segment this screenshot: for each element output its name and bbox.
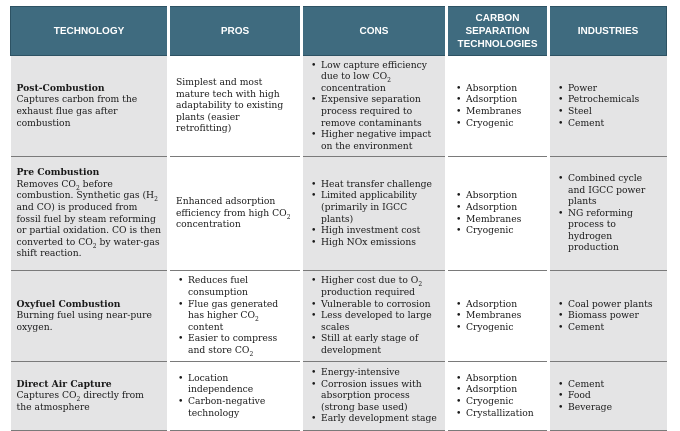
cons-item-text: Heat transfer challenge (321, 178, 432, 190)
separation-item-text: Cryogenic (466, 225, 514, 237)
separation-cell (447, 362, 549, 431)
cons-item-text: Corrosion issues with absorption process (strong base used) (321, 378, 422, 413)
separation-list (454, 299, 541, 334)
cons-list (309, 275, 439, 356)
cons-cell (302, 362, 447, 431)
separation-item-text: Cryogenic (466, 117, 514, 129)
separation-item-text: Absorption (466, 372, 518, 384)
list-item (321, 333, 439, 356)
pros-item-text: Location independence (188, 372, 254, 396)
list-item (568, 310, 661, 322)
technology-name: Direct Air Capture (16, 378, 112, 390)
header-cons: CONS (302, 7, 447, 56)
list-item (466, 396, 541, 408)
list-item (321, 179, 439, 191)
industry-item-text: Cement (568, 117, 605, 129)
separation-item-text: Membranes (466, 213, 522, 225)
industries-cell (549, 56, 667, 157)
cons-item-text: Higher cost due to $O_2$ production required (321, 275, 423, 299)
pros-cell (169, 157, 302, 271)
cons-item-text: Still at early stage of development (321, 333, 419, 356)
industries-cell (549, 362, 667, 431)
cons-list (309, 60, 439, 153)
list-item (188, 275, 294, 298)
separation-item-text: Cryogenic (466, 321, 514, 333)
list-item (466, 322, 541, 334)
pros-list (176, 373, 294, 419)
pros-cell (169, 362, 302, 431)
ccs-comparison-table-wrapper (10, 6, 666, 431)
cons-item-text: Less developed to large scales (321, 310, 432, 333)
separation-item-text: Adsorption (466, 201, 518, 213)
pros-text: Enhanced adsorption efficiency from high $CO_2$ concentration (176, 196, 291, 231)
list-item (568, 208, 661, 254)
separation-item-text: Membranes (466, 106, 522, 117)
industries-list (556, 83, 661, 129)
list-item (321, 275, 439, 298)
cons-cell (302, 56, 447, 157)
ccs-comparison-table (10, 6, 667, 431)
pros-text: Simplest and most mature tech with high adaptability to existing plants (easier retrofitting) (176, 77, 284, 135)
technology-description: Captures carbon from the exhaust flue gas after combustion (16, 94, 138, 129)
pros-cell (169, 271, 302, 362)
list-item (466, 202, 541, 214)
list-item (466, 190, 541, 202)
list-item (466, 225, 541, 237)
cons-item-text: Limited applicability (primarily in IGCC plants) (321, 190, 417, 225)
list-item (568, 106, 661, 118)
list-item (568, 299, 661, 311)
list-item (568, 118, 661, 130)
header-pros: PROS (169, 7, 302, 56)
list-item (321, 310, 439, 333)
pros-list (176, 275, 294, 356)
list-item (321, 94, 439, 129)
list-item (568, 402, 661, 414)
list-item (466, 299, 541, 311)
list-item (466, 118, 541, 130)
technology-cell (11, 157, 169, 271)
separation-item-text: Cryogenic (466, 396, 514, 407)
industry-item-text: Power (568, 82, 598, 94)
industries-cell (549, 157, 667, 271)
list-item (321, 60, 439, 95)
separation-item-text: Membranes (466, 310, 522, 322)
separation-item-text: Absorption (466, 190, 518, 202)
list-item (321, 237, 439, 249)
list-item (568, 173, 661, 208)
cons-item-text: Higher negative impact on the environment (321, 129, 432, 152)
cons-list (309, 179, 439, 249)
list-item (568, 390, 661, 402)
industries-cell (549, 271, 667, 362)
industry-item-text: Cement (568, 378, 605, 390)
separation-cell (447, 271, 549, 362)
technology-description: Removes $CO_2$ before combustion. Synthetic gas ($H_2$ and CO) is produced from fossil fuel by steam reforming or partial oxidation. CO is then converted to $CO_2$ by water-gas shift reaction. (16, 178, 162, 260)
list-item (466, 408, 541, 420)
industry-item-text: Food (568, 390, 591, 402)
list-item (188, 396, 294, 419)
industry-item-text: Coal power plants (568, 298, 653, 310)
technology-cell (11, 56, 169, 157)
technology-cell (11, 271, 169, 362)
separation-item-text: Absorption (466, 82, 518, 94)
industry-item-text: NG reforming process to hydrogen production (568, 207, 633, 254)
table-row (11, 271, 667, 362)
separation-item-text: Adsorption (466, 94, 518, 106)
list-item (321, 299, 439, 311)
technology-cell (11, 362, 169, 431)
technology-name: Post-Combustion (16, 82, 105, 94)
header-industries: INDUSTRIES (549, 7, 667, 56)
list-item (188, 333, 294, 356)
list-item (321, 367, 439, 379)
pros-item-text: Flue gas generated has higher $CO_2$ content (188, 298, 279, 333)
cons-cell (302, 271, 447, 362)
list-item (321, 129, 439, 152)
table-row (11, 157, 667, 271)
industry-item-text: Combined cycle and IGCC power plants (568, 172, 646, 208)
industry-item-text: Steel (568, 106, 592, 117)
list-item (568, 94, 661, 106)
industries-list (556, 299, 661, 334)
list-item (321, 413, 439, 425)
cons-item-text: Energy-intensive (321, 367, 400, 379)
list-item (321, 190, 439, 225)
list-item (466, 310, 541, 322)
list-item (466, 83, 541, 95)
cons-item-text: Early development stage (321, 413, 437, 425)
separation-item-text: Adsorption (466, 298, 518, 310)
cons-item-text: High investment cost (321, 225, 421, 237)
separation-cell (447, 157, 549, 271)
list-item (568, 379, 661, 391)
industry-item-text: Petrochemicals (568, 94, 640, 106)
technology-name: Oxyfuel Combustion (16, 298, 121, 310)
list-item (188, 299, 294, 334)
industry-item-text: Cement (568, 321, 605, 333)
list-item (466, 106, 541, 118)
pros-item-text: Carbon-negative technology (188, 396, 266, 419)
cons-item-text: Expensive separation process required to remove contaminants (321, 94, 422, 129)
cons-item-text: High NOx emissions (321, 236, 416, 248)
list-item (568, 83, 661, 95)
industries-list (556, 173, 661, 254)
table-row (11, 362, 667, 431)
cons-list (309, 367, 439, 425)
industry-item-text: Beverage (568, 401, 613, 413)
separation-item-text: Crystallization (466, 407, 534, 419)
pros-item-text: Reduces fuel consumption (188, 275, 249, 299)
technology-name: Pre Combustion (16, 167, 100, 179)
list-item (466, 214, 541, 226)
cons-item-text: Vulnerable to corrosion (321, 298, 431, 310)
list-item (188, 373, 294, 396)
pros-item-text: Easier to compress and store $CO_2$ (188, 333, 278, 358)
header-separation: CARBON SEPARATION TECHNOLOGIES (447, 7, 549, 56)
cons-cell (302, 157, 447, 271)
list-item (321, 225, 439, 237)
technology-description: Captures $CO_2$ directly from the atmosphere (16, 390, 144, 413)
header-row (11, 7, 667, 56)
list-item (568, 322, 661, 334)
pros-cell (169, 56, 302, 157)
industries-list (556, 379, 661, 414)
header-technology: TECHNOLOGY (11, 7, 169, 56)
separation-list (454, 190, 541, 236)
industry-item-text: Biomass power (568, 310, 639, 322)
technology-description: Burning fuel using near-pure oxygen. (16, 310, 152, 333)
list-item (321, 379, 439, 414)
separation-item-text: Adsorption (466, 384, 518, 396)
list-item (466, 384, 541, 396)
separation-list (454, 83, 541, 129)
cons-item-text: Low capture efficiency due to low $CO_2$ concentration (321, 59, 427, 94)
separation-list (454, 373, 541, 419)
list-item (466, 373, 541, 385)
list-item (466, 94, 541, 106)
table-row (11, 56, 667, 157)
separation-cell (447, 56, 549, 157)
